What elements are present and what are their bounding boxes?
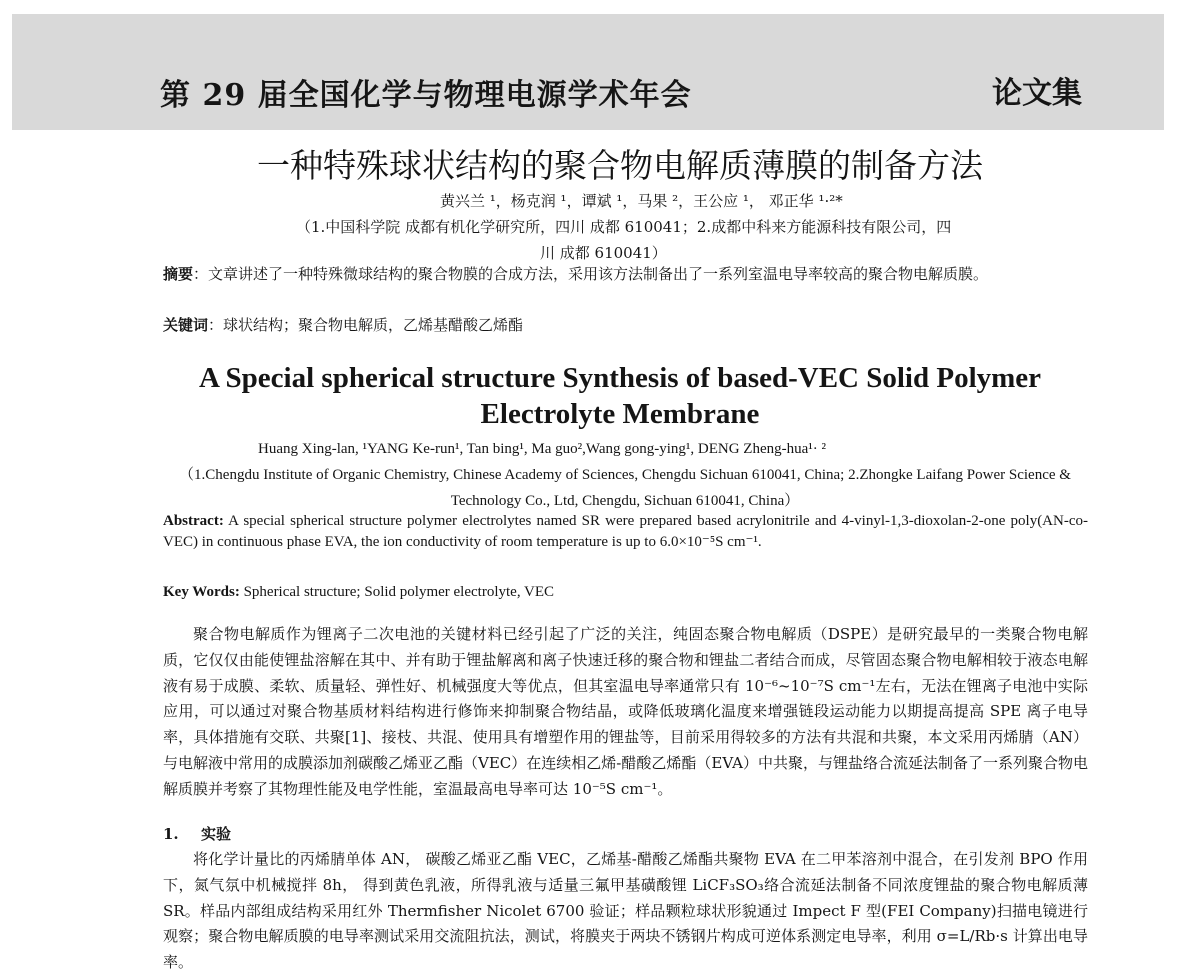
english-keywords-text: Spherical structure; Solid polymer electrolyte, VEC (239, 584, 555, 600)
english-affiliation: （1.Chengdu Institute of Organic Chemistry, Chinese Academy of Sciences, Chengdu Sichuan 610041, China; 2.Zhongke Laifang Power Science & Technology Co., Ltd, Chengdu, Sichuan 610041, China） (179, 467, 1071, 509)
chinese-affiliation-line1: （1.中国科学院 成都有机化学研究所，四川 成都 610041；2.成都中科来方能源科技有限公司，四 (296, 218, 952, 236)
section-number: 1. (163, 825, 179, 843)
introduction-paragraph (163, 622, 1088, 803)
chinese-affiliation-line2: 川 成都 610041） (540, 244, 667, 262)
english-abstract (163, 511, 1088, 553)
english-keywords (163, 580, 1088, 605)
chinese-abstract (163, 262, 1088, 287)
chinese-title: 一种特殊球状结构的聚合物电解质薄膜的制备方法 (257, 146, 983, 185)
chinese-abstract-label: 摘要 (163, 265, 194, 283)
english-abstract-text: A special spherical structure polymer electrolytes named SR were prepared based acrylonitrile and 4-vinyl-1,3-dioxolan-2-one poly(AN-co-VEC) in continuous phase EVA, the ion conductivity of room temperature is up to 6.0×10⁻⁵S cm⁻¹. (163, 513, 1088, 550)
chinese-keywords-text: ：球状结构；聚合物电解质，乙烯基醋酸乙烯酯 (208, 316, 524, 334)
chinese-abstract-text: ：文章讲述了一种特殊微球结构的聚合物膜的合成方法，采用该方法制备出了一系列室温电导率较高的聚合物电解质膜。 (193, 265, 989, 283)
english-keywords-label: Key Words: (163, 584, 240, 600)
section-title: 实验 (201, 825, 232, 843)
introduction-text: 聚合物电解质作为锂离子二次电池的关键材料已经引起了广泛的关注，纯固态聚合物电解质（DSPE）是研究最早的一类聚合物电解质，它仅仅由能使锂盐溶解在其中、并有助于锂盐解离和离子快速迁移的聚合物和锂盐二者结合而成，尽管固态聚合物电解相较于液态电解液有易于成膜、柔软、质量轻、弹性好、机械强度大等优点，但其室温电导率通常只有 10⁻⁶~10⁻⁷S cm⁻¹左右，无法在锂离子电池中实际应用，可以通过对聚合物基质材料结构进行修饰来抑制聚合物结晶，或降低玻璃化温度来增强链段运动能力以期提高提高 SPE 离子电导率，具体措施有交联、共聚[1]、接枝、共混、使用具有增塑作用的锂盐等，目前采用得较多的方法有共混和共聚，本文采用丙烯腈（AN）与电解液中常用的成膜添加剂碳酸乙烯亚乙酯（VEC）在连续相乙烯-醋酸乙烯酯（EVA）中共聚，与锂盐络合流延法制备了一系列聚合物电解质膜并考察了其物理性能及电学性能，室温最高电导率可达 10⁻⁵S cm⁻¹。 (163, 625, 1088, 798)
section-heading (163, 823, 231, 844)
experiment-text: 将化学计量比的丙烯腈单体 AN， 碳酸乙烯亚乙酯 VEC，乙烯基-醋酸乙烯酯共聚物 EVA 在二甲苯溶剂中混合，在引发剂 BPO 作用下，氮气氛中机械搅拌 8h， 得到黄色乳液，所得乳液与适量三氟甲基磺酸锂 LiCF₃SO₃络合流延法制备不同浓度锂盐的聚合物电解质薄 SR。样品内部组成结构采用红外 Thermfisher Nicolet 6700 验证；样品颗粒球状形貌通过 Impect F 型(FEI Company)扫描电镜进行观察；聚合物电解质膜的电导率测试采用交流阻抗法，测试，将膜夹于两块不锈钢片构成可逆体系测定电导率，利用 σ=L/Rb·s 计算出电导率。 (163, 850, 1088, 972)
chinese-keywords-label: 关键词 (163, 316, 209, 334)
proceedings-label: 论文集 (992, 76, 1082, 111)
english-title: A Special spherical structure Synthesis of based-VEC Solid Polymer Electrolyte Membrane (198, 362, 1042, 430)
english-abstract-label: Abstract: (163, 513, 224, 529)
experiment-paragraph (163, 847, 1088, 976)
conference-title: 第 29 届全国化学与物理电源学术年会 (160, 78, 692, 113)
english-authors: Huang Xing-lan, ¹YANG Ke-run¹, Tan bing¹, Ma guo²,Wang gong-ying¹, DENG Zheng-hua¹· ² (258, 441, 827, 457)
chinese-authors: 黄兴兰 ¹，杨克润 ¹，谭斌 ¹，马果 ²，王公应 ¹， 邓正华 ¹·²* (440, 192, 843, 210)
chinese-keywords (163, 313, 1088, 338)
